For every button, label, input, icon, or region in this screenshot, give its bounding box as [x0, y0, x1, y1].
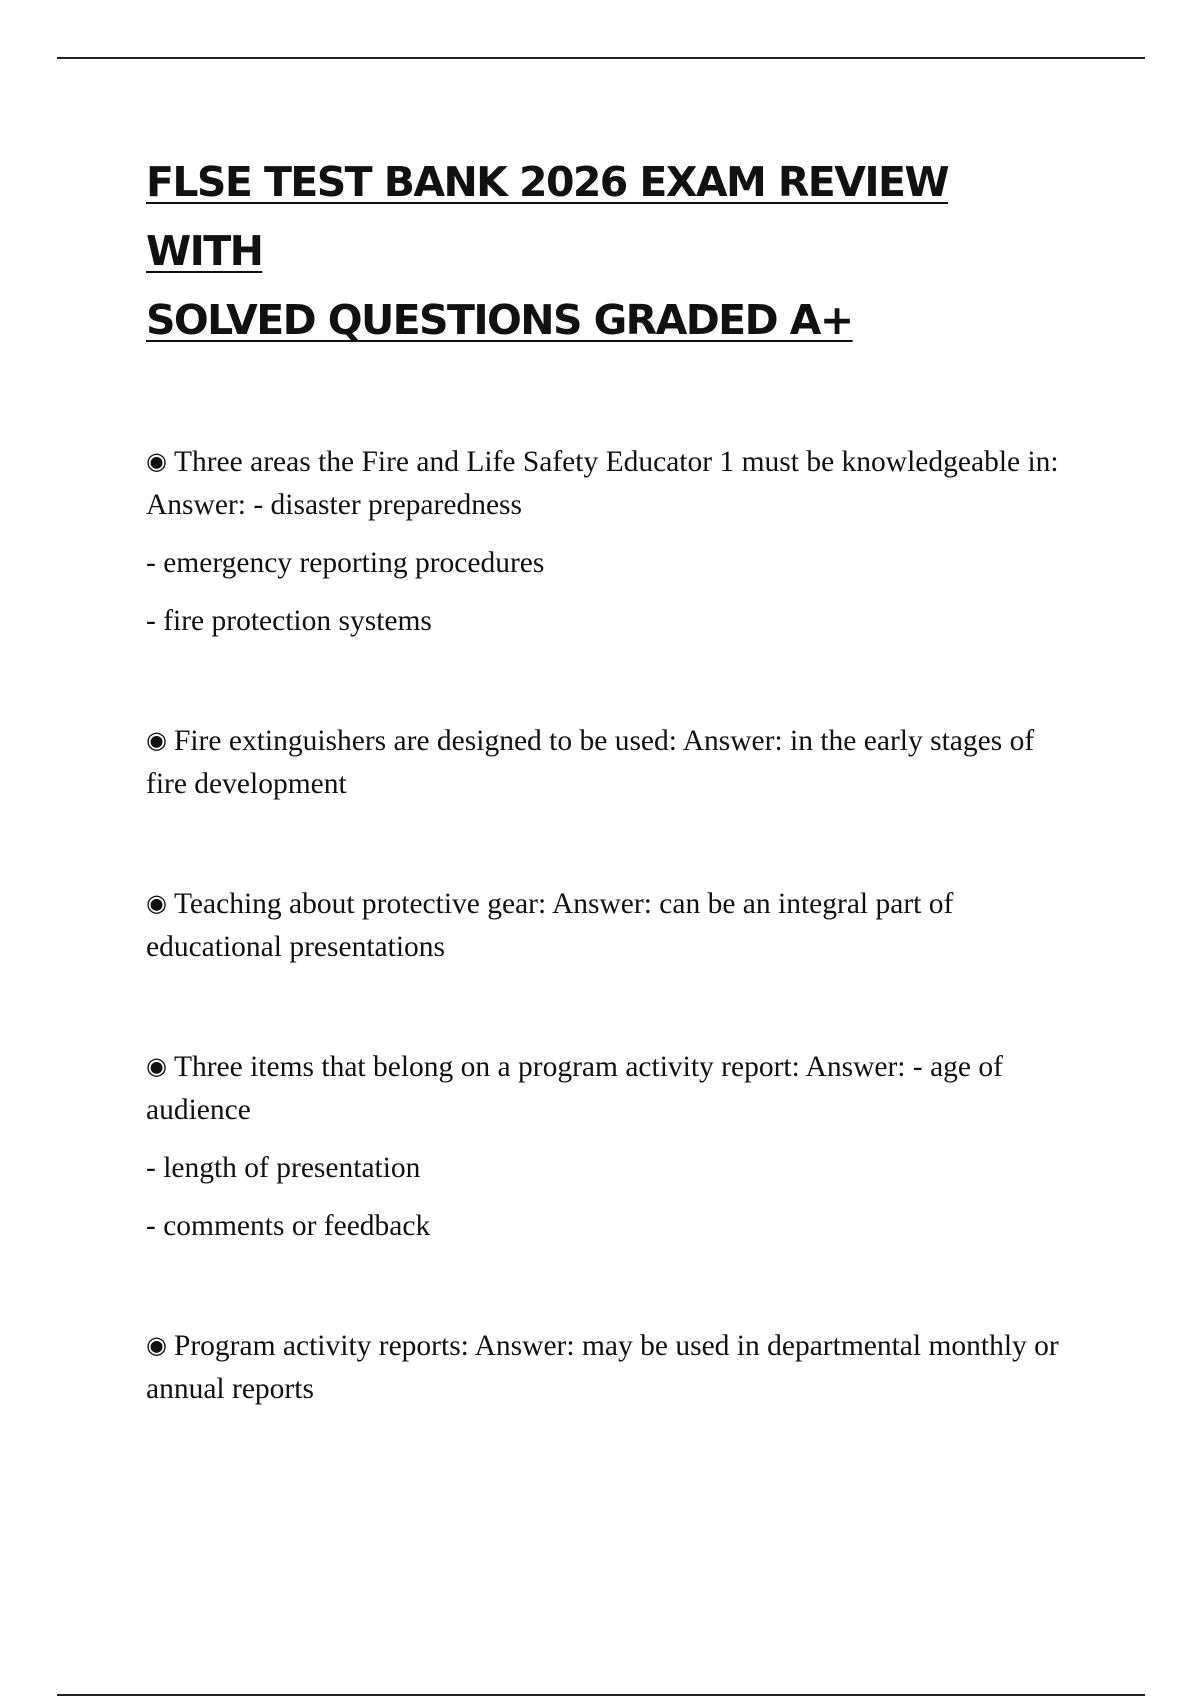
qa-list — [146, 441, 1076, 1410]
qa-question — [146, 1325, 1076, 1410]
qa-answer-line: - length of presentation — [146, 1152, 421, 1184]
document-title — [146, 148, 1076, 355]
bullet-icon: ◉ — [146, 1331, 167, 1359]
qa-item — [146, 720, 1076, 805]
qa-text: Three areas the Fire and Life Safety Educator 1 must be knowledgeable in: Answer: - disaster preparedness — [146, 446, 1059, 521]
document-body — [146, 148, 1076, 1488]
qa-text: Fire extinguishers are designed to be used: Answer: in the early stages of fire development — [146, 725, 1035, 800]
qa-answer-line: - fire protection systems — [146, 605, 432, 637]
qa-question — [146, 1046, 1076, 1131]
qa-item — [146, 1325, 1076, 1410]
qa-answer-line: - emergency reporting procedures — [146, 547, 545, 579]
title-line-1: FLSE TEST BANK 2026 EXAM REVIEW WITH — [146, 158, 949, 275]
bullet-icon: ◉ — [146, 889, 167, 917]
qa-text: Program activity reports: Answer: may be used in departmental monthly or annual reports — [146, 1330, 1059, 1405]
qa-item — [146, 883, 1076, 968]
qa-answer-line: - comments or feedback — [146, 1210, 431, 1242]
title-line-2: SOLVED QUESTIONS GRADED A+ — [146, 296, 853, 344]
bullet-icon: ◉ — [146, 1052, 167, 1080]
qa-question — [146, 441, 1076, 526]
qa-text: Three items that belong on a program activity report: Answer: - age of audience — [146, 1051, 1003, 1126]
qa-item — [146, 441, 1076, 642]
qa-item — [146, 1046, 1076, 1247]
qa-text: Teaching about protective gear: Answer: can be an integral part of educational presentations — [146, 888, 954, 963]
qa-question — [146, 720, 1076, 805]
bullet-icon: ◉ — [146, 447, 167, 475]
bullet-icon: ◉ — [146, 726, 167, 754]
top-rule — [57, 57, 1145, 59]
bottom-rule — [57, 1694, 1145, 1696]
qa-question — [146, 883, 1076, 968]
